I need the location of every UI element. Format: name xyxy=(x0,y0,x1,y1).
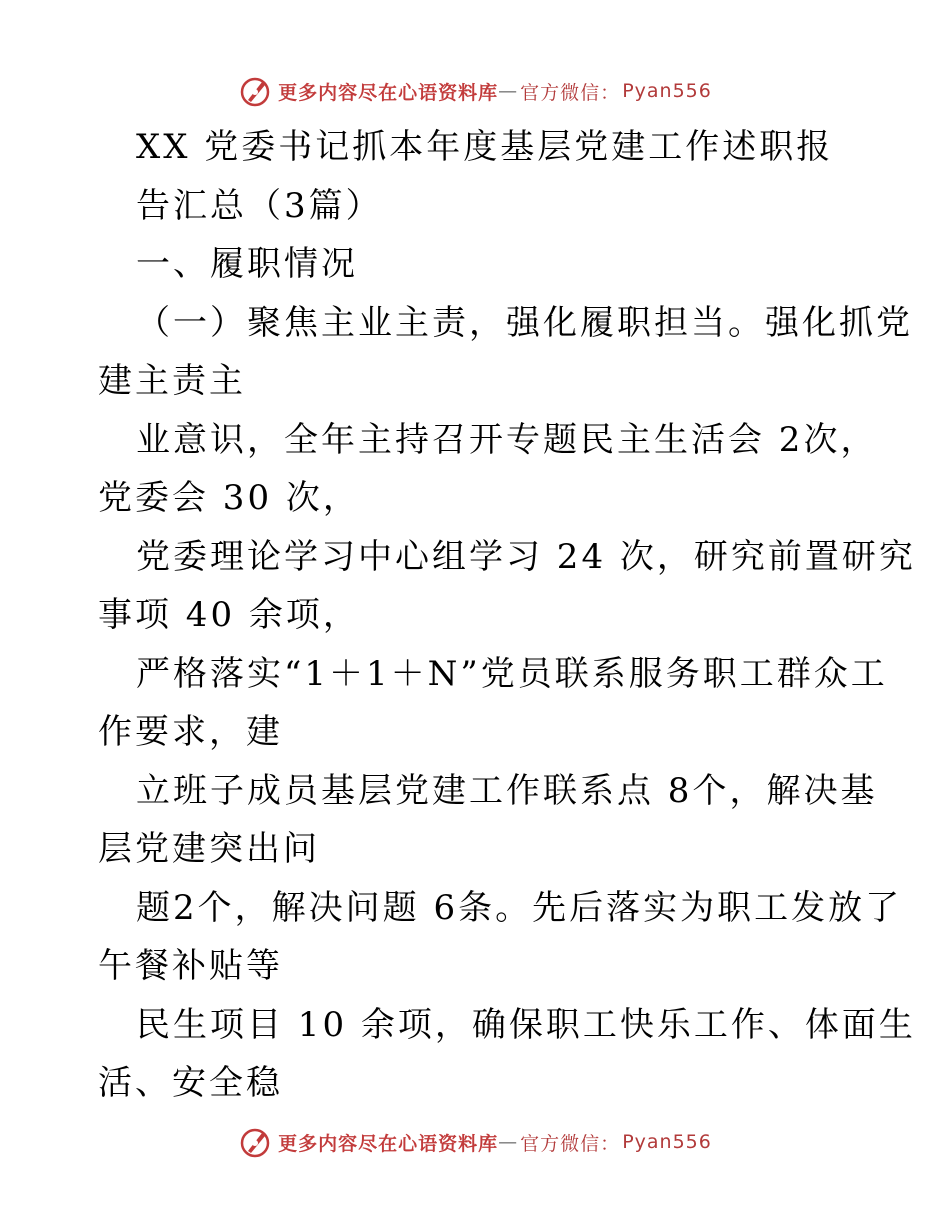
watermark-brand: 更多内容尽在心语资料库 xyxy=(278,1132,499,1155)
text-line: 层党建突出问 xyxy=(98,829,320,869)
text-line: 立班子成员基层党建工作联系点 8个，解决基 xyxy=(136,770,878,811)
watermark-dash: — xyxy=(498,80,519,102)
text-line: 作要求，建 xyxy=(98,712,283,752)
watermark-header xyxy=(0,74,950,108)
text-line: 活、安全稳 xyxy=(98,1063,283,1103)
text-line: 告汇总（3篇） xyxy=(136,185,383,226)
pen-logo-icon xyxy=(238,74,272,108)
text-line: XX 党委书记抓本年度基层党建工作述职报 xyxy=(136,127,834,167)
text-line: （一）聚焦主业主责，强化履职担当。强化抓党 xyxy=(136,302,913,343)
text-line: 民生项目 10 余项，确保职工快乐工作、体面生 xyxy=(136,1004,916,1045)
text-line: 严格落实“1＋1＋N”党员联系服务职工群众工 xyxy=(136,653,888,694)
document-body xyxy=(98,118,916,1113)
text-line: 午餐补贴等 xyxy=(98,946,283,986)
watermark-official: 官方微信： xyxy=(520,81,621,104)
text-line: 事项 40 余项， xyxy=(98,595,360,635)
text-line: 党委会 30 次， xyxy=(98,478,360,518)
watermark-account: Pyan556 xyxy=(622,80,712,102)
watermark-account: Pyan556 xyxy=(622,1131,712,1153)
watermark-footer xyxy=(0,1125,950,1159)
text-line: 业意识，全年主持召开专题民主生活会 2次， xyxy=(136,419,878,460)
watermark-dash: — xyxy=(498,1131,519,1153)
pen-logo-icon xyxy=(238,1125,272,1159)
watermark-brand: 更多内容尽在心语资料库 xyxy=(278,81,499,104)
text-line: 题2个，解决问题 6条。先后落实为职工发放了 xyxy=(136,887,903,928)
text-line: 建主责主 xyxy=(98,361,246,401)
text-line: 党委理论学习中心组学习 24 次，研究前置研究 xyxy=(136,536,916,577)
text-line: 一、履职情况 xyxy=(136,244,358,284)
watermark-official: 官方微信： xyxy=(520,1132,621,1155)
